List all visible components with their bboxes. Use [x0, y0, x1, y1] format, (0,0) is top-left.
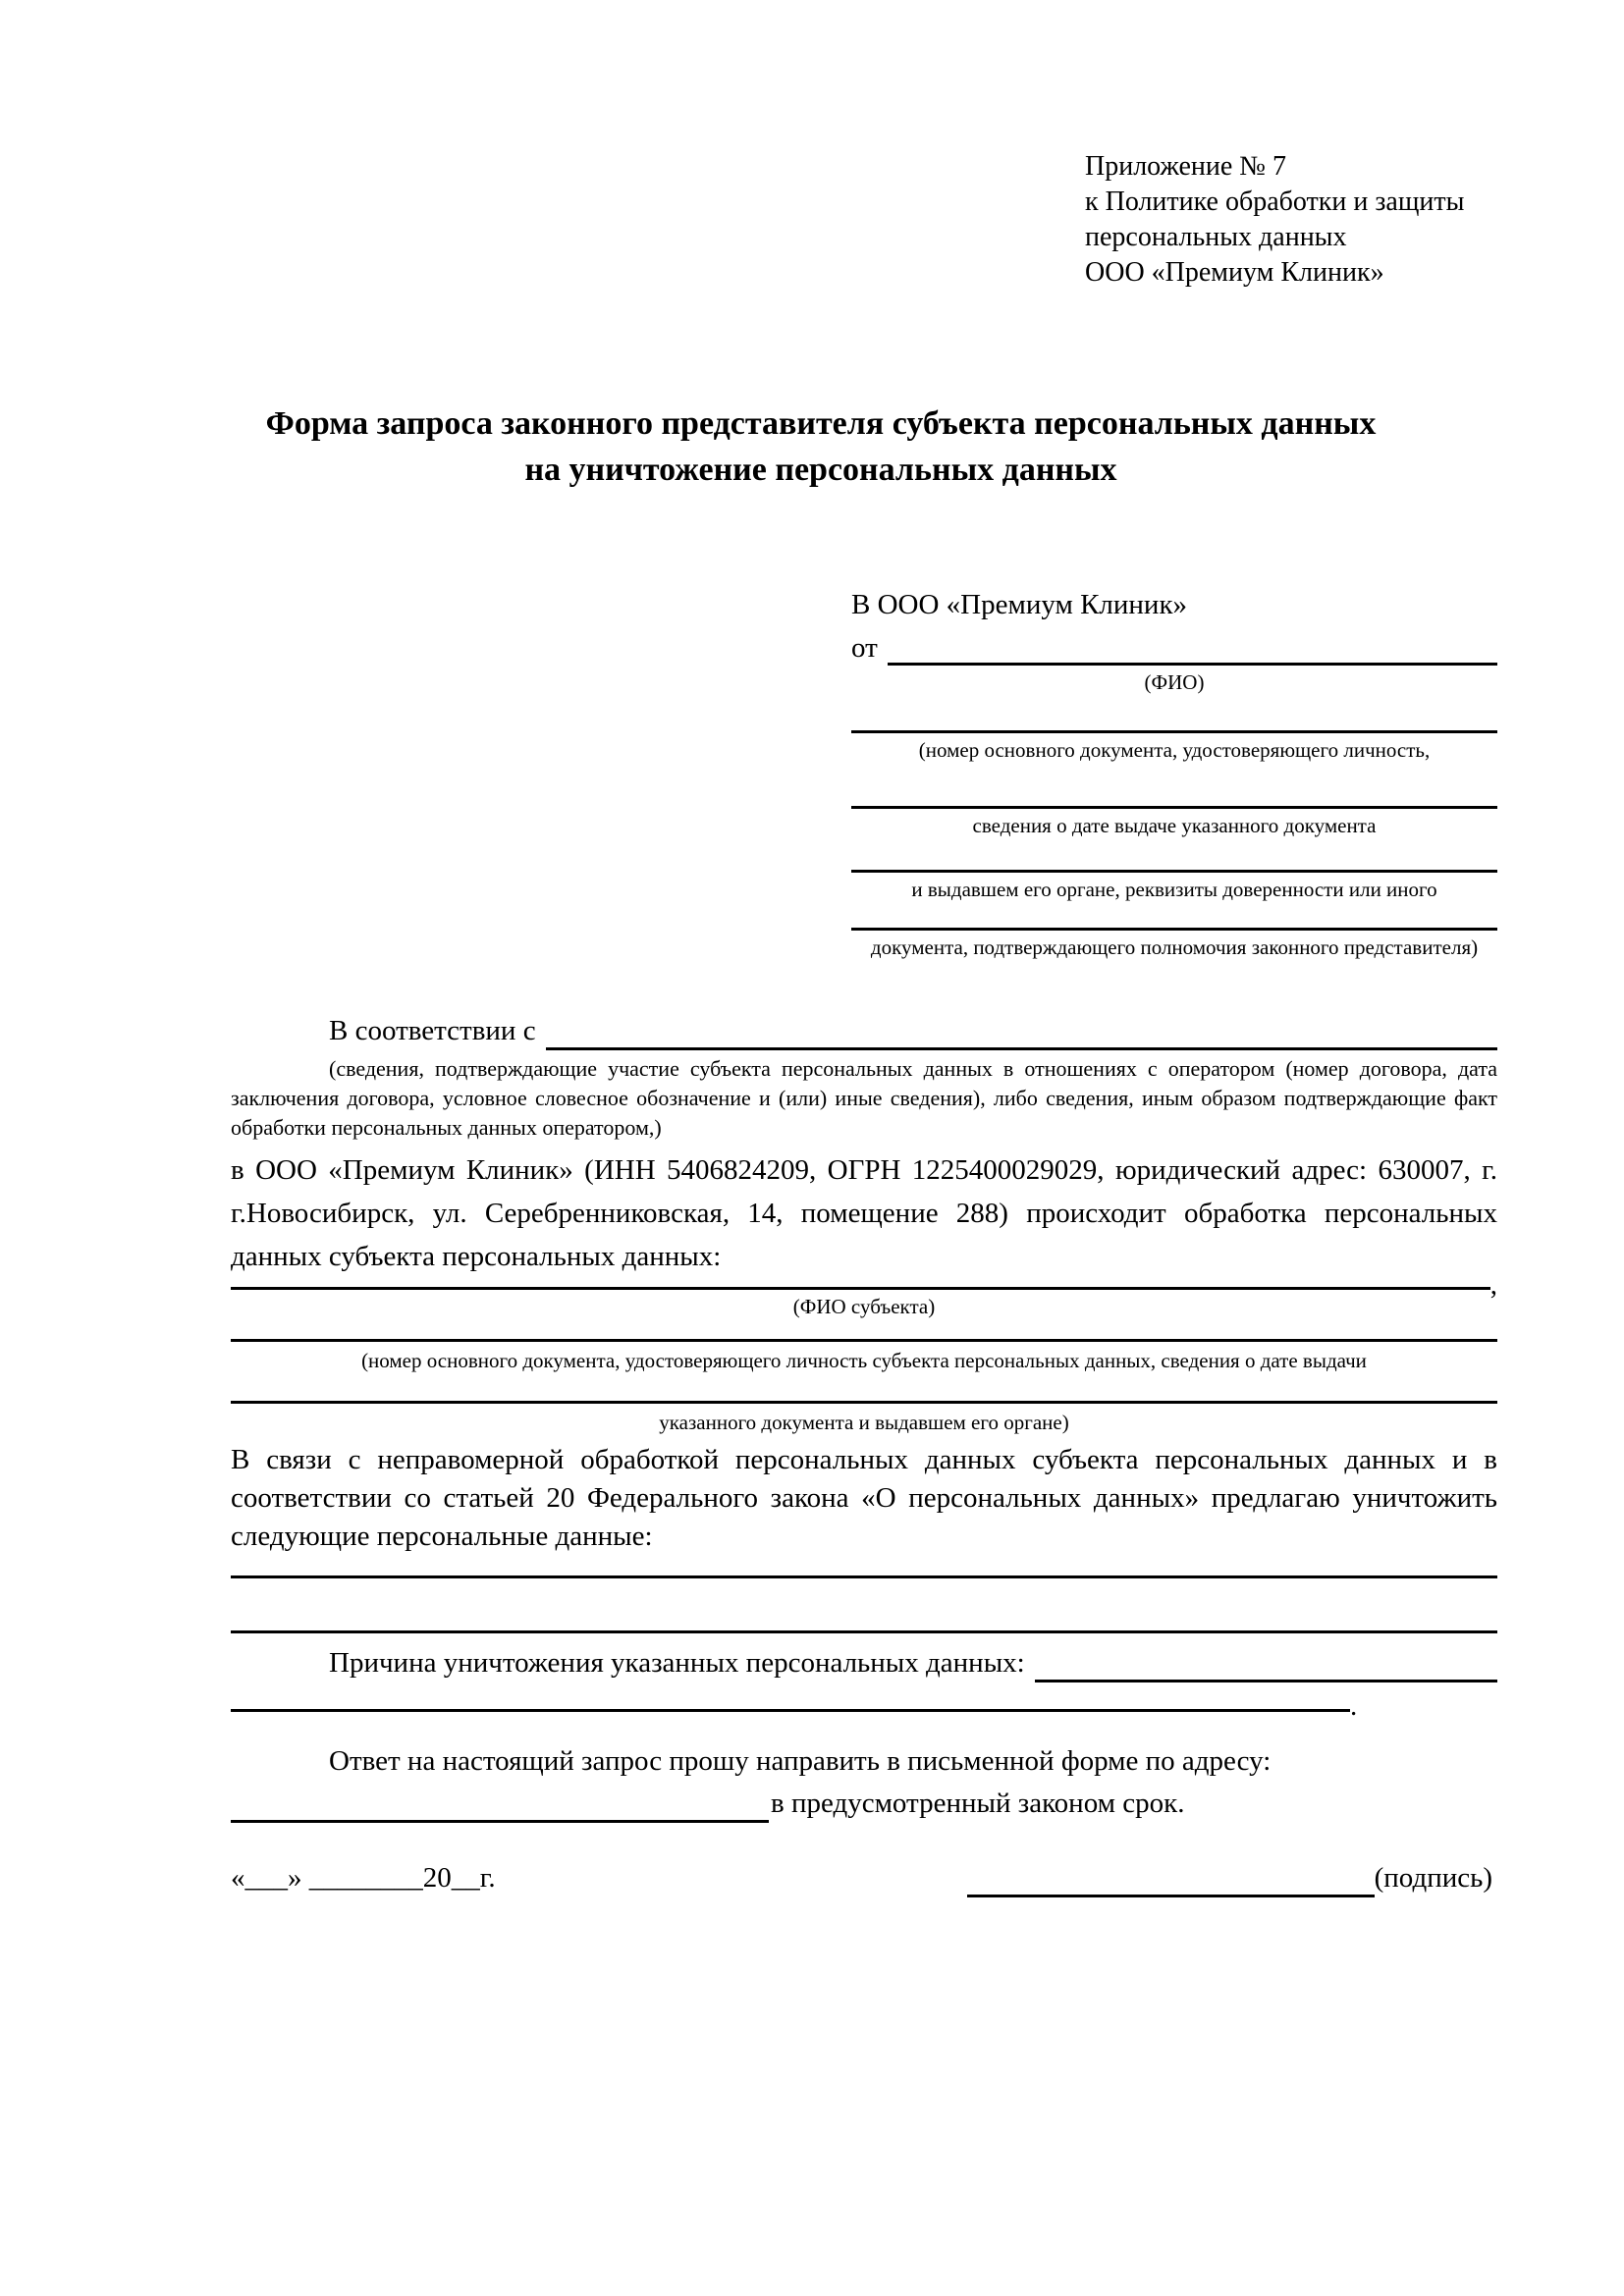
data-to-destroy-blank-line2	[231, 1630, 1497, 1633]
request-paragraph: В связи с неправомерной обработкой персональных данных субъекта персональных данных и в соответствии со статьей 20 Федерального закона «О персональных данных» предлагаю уничтожить следующие персональные данные:	[231, 1444, 1497, 1552]
from-field	[851, 630, 1497, 666]
period-after-reason: .	[1350, 1690, 1358, 1722]
signature-field	[967, 1858, 1492, 1897]
doc-powers-caption: документа, подтверждающего полномочия законного представителя)	[870, 935, 1479, 959]
doc-number-blank-line	[851, 730, 1497, 733]
addressee-block	[851, 587, 1497, 960]
doc-authority-blank-line	[851, 870, 1497, 873]
answer-paragraph: Ответ на настоящий запрос прошу направить в письменной форме по адресу:	[329, 1745, 1272, 1777]
doc-issue-date-blank-line	[851, 806, 1497, 809]
answer-address-field	[231, 1784, 1497, 1823]
subject-doc-caption1: (номер основного документа, удостоверяющего личность субъекта персональных данных, сведения о дате выдачи	[361, 1349, 1367, 1372]
document-title-line1: Форма запроса законного представителя субъекта персональных данных	[265, 405, 1377, 442]
reason-blank-line	[1035, 1680, 1497, 1682]
document-body	[231, 1011, 1497, 1823]
from-label: от	[851, 632, 878, 664]
accordance-field	[231, 1011, 1497, 1050]
appendix-header-line: к Политике обработки и защиты	[1085, 187, 1465, 217]
accordance-blank-line	[546, 1047, 1497, 1050]
doc-authority-caption: и выдавшем его органе, реквизиты доверенности или иного	[911, 878, 1437, 901]
appendix-header-line: ООО «Премиум Клиник»	[1085, 257, 1384, 288]
comma-after-fio: ,	[1489, 1269, 1497, 1301]
doc-number-caption: (номер основного документа, удостоверяющего личность,	[918, 738, 1431, 762]
fio-caption: (ФИО)	[1144, 670, 1205, 694]
subject-doc-caption2: указанного документа и выдавшем его органе)	[659, 1411, 1069, 1434]
signature-caption: (подпись)	[1374, 1862, 1492, 1894]
answer-address-blank-line	[231, 1787, 769, 1823]
doc-issue-date-caption: сведения о дате выдаче указанного документа	[972, 814, 1377, 837]
subject-fio-blank-line	[231, 1281, 1490, 1290]
signature-blank-line	[967, 1861, 1375, 1897]
subject-doc-blank-line2	[231, 1401, 1497, 1404]
answer-tail: в предусмотренный законом срок.	[771, 1788, 1185, 1819]
from-blank-line	[888, 663, 1497, 666]
footer-row	[231, 1858, 1492, 1897]
appendix-header	[1085, 149, 1464, 291]
reason-continuation-blank-line	[231, 1703, 1350, 1712]
date-blank: «___» ________20__г.	[231, 1862, 496, 1894]
accordance-lead: В соответствии с	[329, 1015, 536, 1046]
data-to-destroy-blank-line1	[231, 1575, 1497, 1578]
operator-paragraph: в ООО «Премиум Клиник» (ИНН 5406824209, ОГРН 1225400029029, юридический адрес: 630007, г. г.Новосибирск, ул. Серебренниковская, 14, помещение 288) происходит обработка персональных данных субъекта персональных данных:	[231, 1154, 1497, 1272]
accordance-note: (сведения, подтверждающие участие субъекта персональных данных в отношениях с оператором (номер договора, дата заключения договора, условное словесное обозначение и (или) иные сведения), либо сведения, иным образом подтверждающие факт обработки персональных данных оператором,)	[231, 1056, 1497, 1140]
doc-powers-blank-line	[851, 928, 1497, 931]
appendix-header-line: Приложение № 7	[1085, 151, 1286, 182]
addressee-to: В ООО «Премиум Клиник»	[851, 589, 1188, 620]
subject-doc-blank-line	[231, 1339, 1497, 1342]
document-title	[147, 400, 1494, 493]
reason-continuation-field	[231, 1690, 1497, 1722]
document-title-line2: на уничтожение персональных данных	[524, 452, 1117, 488]
subject-fio-field	[231, 1269, 1497, 1301]
subject-fio-caption: (ФИО субъекта)	[792, 1295, 936, 1318]
reason-field	[231, 1643, 1497, 1682]
reason-label: Причина уничтожения указанных персональных данных:	[329, 1647, 1025, 1679]
appendix-header-line: персональных данных	[1085, 222, 1347, 252]
